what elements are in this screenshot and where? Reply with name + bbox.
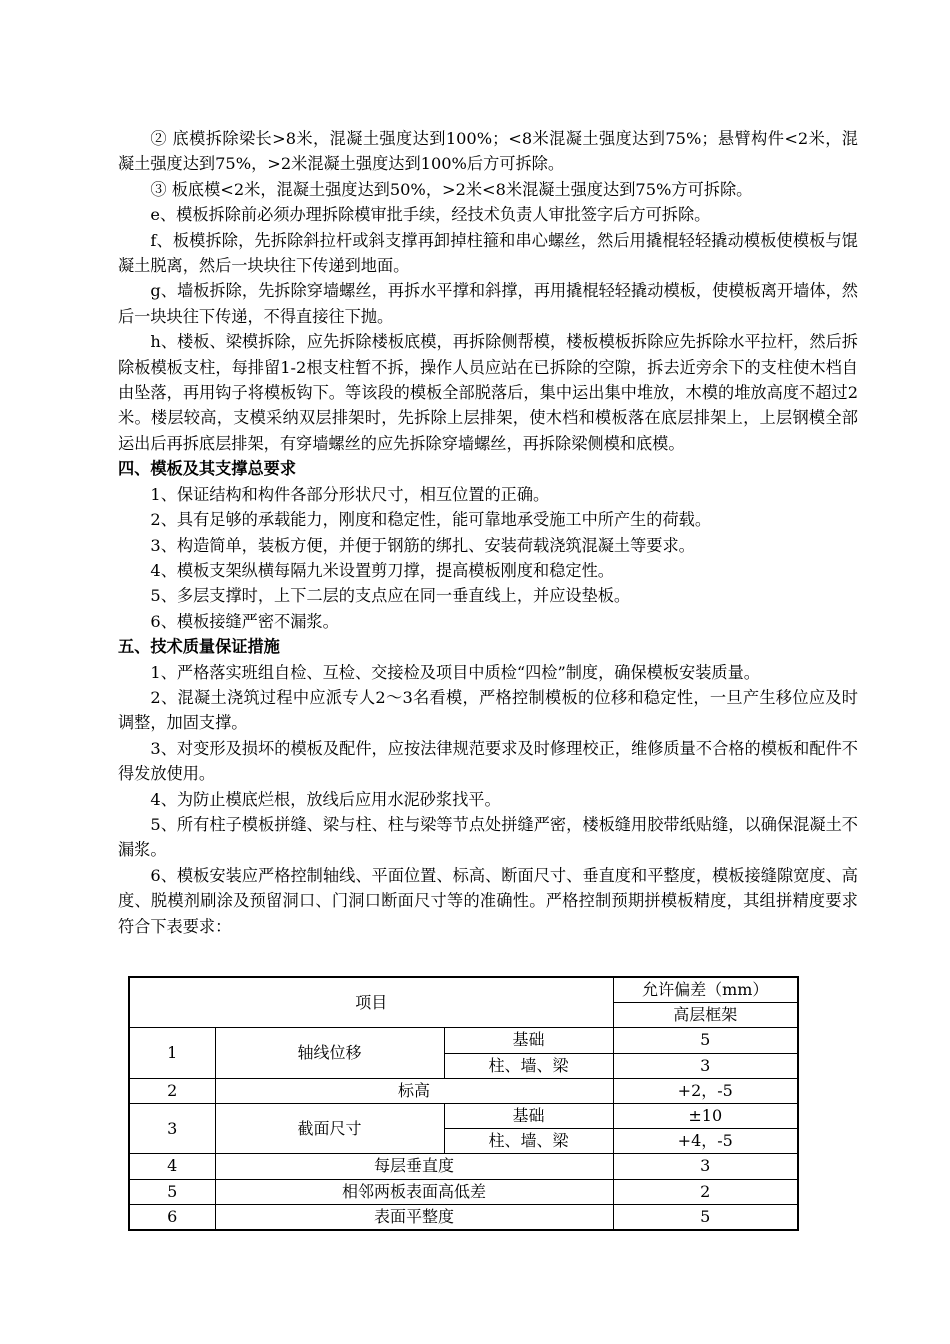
section-4-item: 4、模板支架纵横每隔九米设置剪刀撑，提高模板刚度和稳定性。	[150, 560, 614, 580]
table-row	[129, 1028, 798, 1053]
row-item: 截面尺寸	[215, 1103, 444, 1153]
section-4-item: 6、模板接缝严密不漏浆。	[150, 611, 339, 631]
row-subitem: 基础	[444, 1103, 613, 1128]
header-tolerance: 允许偏差（mm）	[613, 977, 798, 1003]
section-4-item: 3、构造简单，装板方便，并便于钢筋的绑扎、安装荷载浇筑混凝土等要求。	[150, 535, 695, 555]
row-subitem: 基础	[444, 1028, 613, 1053]
section-4-heading: 四、模板及其支撑总要求	[118, 459, 297, 479]
paragraph-e: e、模板拆除前必须办理拆除模审批手续，经技术负责人审批签字后方可拆除。	[150, 205, 711, 225]
table-row	[129, 1078, 798, 1103]
section-5-item: 6、模板安装应严格控制轴线、平面位置、标高、断面尺寸、垂直度和平整度，模板接缝隙宽度、高度、脱模剂刷涂及预留洞口、门洞口断面尺寸等的准确性。严格控制预期拼模板精度，其组拼精度要求符合下表要求：	[118, 865, 858, 936]
row-value: ±10	[613, 1103, 798, 1128]
section-4-item: 1、保证结构和构件各部分形状尺寸，相互位置的正确。	[150, 484, 550, 504]
row-subitem: 柱、墙、梁	[444, 1053, 613, 1078]
section-4-item: 2、具有足够的承载能力，刚度和稳定性，能可靠地承受施工中所产生的荷载。	[150, 510, 712, 530]
section-5-item: 2、混凝土浇筑过程中应派专人2～3名看模，严格控制模板的位移和稳定性，一旦产生移位应及时调整，加固支撑。	[118, 687, 858, 733]
row-item: 相邻两板表面高低差	[215, 1179, 613, 1204]
row-value: +2，-5	[613, 1078, 798, 1103]
tolerance-table	[128, 976, 799, 1231]
row-number: 3	[129, 1103, 215, 1153]
paragraph-bottom-formwork: ② 底模拆除梁长>8米，混凝土强度达到100%；<8米混凝土强度达到75%；悬臂构件<2米，混凝土强度达到75%，>2米混凝土强度达到100%后方可拆除。	[118, 129, 858, 174]
table-row	[129, 1179, 798, 1204]
row-value: +4，-5	[613, 1129, 798, 1154]
paragraph-slab-formwork: ③ 板底模<2米，混凝土强度达到50%，>2米<8米混凝土强度达到75%方可拆除。	[150, 179, 753, 199]
row-number: 4	[129, 1154, 215, 1179]
row-value: 5	[613, 1204, 798, 1230]
table-header-row	[129, 977, 798, 1003]
row-subitem: 柱、墙、梁	[444, 1129, 613, 1154]
paragraph-g: g、墙板拆除，先拆除穿墙螺丝，再拆水平撑和斜撑，再用撬棍轻轻撬动模板，使模板离开墙体，然后一块块往下传递，不得直接往下抛。	[118, 281, 858, 326]
row-number: 5	[129, 1179, 215, 1204]
section-4-item: 5、多层支撑时，上下二层的支点应在同一垂直线上，并应设垫板。	[150, 586, 631, 606]
row-value: 3	[613, 1154, 798, 1179]
paragraph-f: f、板模拆除，先拆除斜拉杆或斜支撑再卸掉柱箍和串心螺丝，然后用撬棍轻轻撬动模板使模板与馄凝土脱离，然后一块块往下传递到地面。	[118, 230, 858, 276]
section-5-item: 1、严格落实班组自检、互检、交接检及项目中质检“四检”制度，确保模板安装质量。	[150, 662, 760, 682]
header-item: 项目	[129, 977, 613, 1028]
section-5-heading: 五、技术质量保证措施	[118, 637, 280, 657]
row-item: 每层垂直度	[215, 1154, 613, 1179]
document-body	[118, 126, 858, 939]
row-value: 3	[613, 1053, 798, 1078]
row-item: 轴线位移	[215, 1028, 444, 1078]
row-item: 表面平整度	[215, 1204, 613, 1230]
section-5-item: 4、为防止模底烂根，放线后应用水泥砂浆找平。	[150, 789, 501, 809]
row-item: 标高	[215, 1078, 613, 1103]
row-value: 5	[613, 1028, 798, 1053]
section-5-item: 3、对变形及损坏的模板及配件，应按法律规范要求及时修理校正，维修质量不合格的模板和配件不得发放使用。	[118, 738, 858, 784]
table-row	[129, 1103, 798, 1128]
table-row	[129, 1154, 798, 1179]
row-number: 1	[129, 1028, 215, 1078]
paragraph-h: h、楼板、梁模拆除，应先拆除楼板底模，再拆除侧帮模，楼板模板拆除应先拆除水平拉杆，然后拆除板模板支柱，每排留1-2根支柱暂不拆，操作人员应站在已拆除的空隙，拆去近旁余下的支柱使木档自由坠落，再用钩子将模板钩下。等该段的模板全部脱落后，集中运出集中堆放，木模的堆放高度不超过2米。楼层较高，支模采纳双层排架时，先拆除上层排架，使木档和模板落在底层排架上，上层钢模全部运出后再拆底层排架，有穿墙螺丝的应先拆除穿墙螺丝，再拆除梁侧模和底模。	[118, 332, 858, 453]
row-number: 2	[129, 1078, 215, 1103]
header-high-rise-frame: 高层框架	[613, 1003, 798, 1028]
section-5-item: 5、所有柱子模板拼缝、梁与柱、柱与梁等节点处拼缝严密，楼板缝用胶带纸贴缝，以确保混凝土不漏浆。	[118, 814, 858, 860]
table-row	[129, 1204, 798, 1230]
row-value: 2	[613, 1179, 798, 1204]
row-number: 6	[129, 1204, 215, 1230]
